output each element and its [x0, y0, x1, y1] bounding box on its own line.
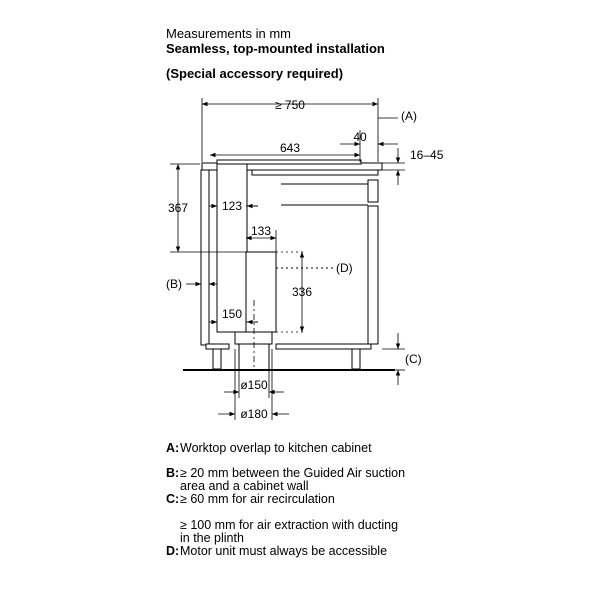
bottom-shelf-left	[206, 344, 229, 349]
dim-overlap: 40	[353, 130, 367, 144]
marker-d: (D)	[336, 261, 353, 275]
dim-cabinet-width: 643	[279, 141, 301, 155]
dim-worktop-thickness: 16–45	[410, 148, 444, 162]
bottom-shelf-right	[276, 344, 371, 349]
dim-diameter-150: ø150	[240, 378, 268, 392]
dim-height-336: 336	[291, 285, 313, 299]
drawer-top-rail	[252, 170, 378, 175]
header-accessory-note: (Special accessory required)	[166, 66, 344, 81]
legend-item-d: D: Motor unit must always be accessible	[166, 544, 388, 558]
legend-item-a: A: Worktop overlap to kitchen cabinet	[166, 441, 372, 455]
dim-total-width: ≥ 750	[275, 98, 305, 112]
cabinet-right-wall-top	[368, 180, 378, 202]
marker-a: (A)	[401, 109, 417, 123]
marker-b: (B)	[166, 277, 182, 291]
legend-item-b: B: ≥ 20 mm between the Guided Air suction	[166, 466, 406, 480]
foot-right	[352, 349, 360, 369]
hob	[217, 160, 361, 164]
dim-diameter-180: ø180	[240, 407, 268, 421]
foot-left	[213, 349, 221, 369]
legend-item-c: C: ≥ 60 mm for air recirculation	[166, 492, 335, 506]
dim-width-123: 123	[221, 199, 243, 213]
dim-width-133: 133	[250, 224, 272, 238]
cabinet-left-wall	[201, 170, 209, 345]
dim-width-150: 150	[221, 307, 243, 321]
dim-height-367: 367	[167, 201, 189, 215]
header-installation-type: Seamless, top-mounted installation	[166, 41, 385, 56]
header-measurements: Measurements in mm	[166, 26, 291, 41]
motor-unit	[246, 252, 276, 332]
marker-c: (C)	[405, 352, 422, 366]
outlet-flange	[235, 332, 272, 344]
cabinet-right-wall	[368, 206, 378, 344]
